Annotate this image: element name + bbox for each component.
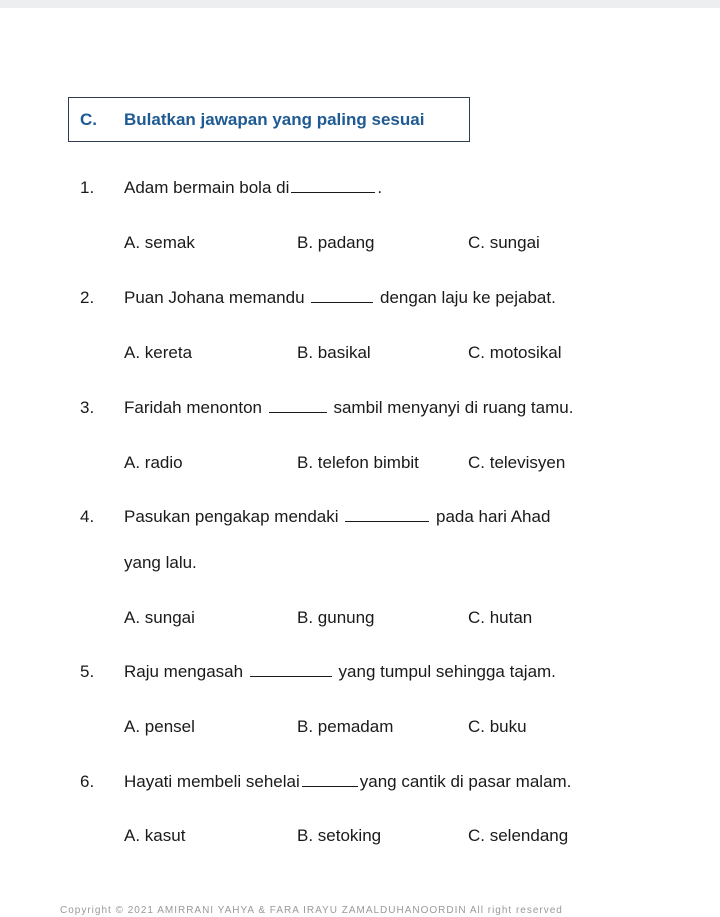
option-b[interactable]: B. telefon bimbit xyxy=(297,453,419,472)
answer-blank xyxy=(250,675,332,677)
option-a[interactable]: A. kasut xyxy=(124,826,186,845)
option-c[interactable]: C. sungai xyxy=(468,233,540,252)
question-text-after: pada hari Ahad xyxy=(436,507,551,526)
question-text-before: Puan Johana memandu xyxy=(124,288,305,307)
copyright-footer: Copyright © 2021 AMIRRANI YAHYA & FARA IRAYU ZAMALDUHANOORDIN All right reserved xyxy=(60,905,563,916)
answer-blank xyxy=(345,520,429,522)
question-text-before: Adam bermain bola di xyxy=(124,178,290,197)
question-text xyxy=(124,178,382,198)
question-text-after: . xyxy=(377,178,383,197)
option-b[interactable]: B. setoking xyxy=(297,826,382,845)
question-number: 1. xyxy=(80,178,95,197)
option-c[interactable]: C. televisyen xyxy=(468,453,566,472)
option-b[interactable]: B. gunung xyxy=(297,608,375,627)
question-text-before: Faridah menonton xyxy=(124,398,262,417)
question-text xyxy=(124,507,550,527)
option-c[interactable]: C. hutan xyxy=(468,608,533,627)
question-text xyxy=(124,398,573,418)
question-number: 4. xyxy=(80,507,95,526)
question-text-after: sambil menyanyi di ruang tamu. xyxy=(333,398,574,417)
option-a[interactable]: A. radio xyxy=(124,453,183,472)
option-c[interactable]: C. motosikal xyxy=(468,343,562,362)
question-text-after: yang tumpul sehingga tajam. xyxy=(338,662,556,681)
question-number: 6. xyxy=(80,772,95,791)
option-a[interactable]: A. sungai xyxy=(124,608,195,627)
question-number: 3. xyxy=(80,398,95,417)
section-letter: C. xyxy=(80,109,97,129)
option-a[interactable]: A. pensel xyxy=(124,717,195,736)
question-text-after: yang cantik di pasar malam. xyxy=(359,772,572,791)
question-text xyxy=(124,662,556,682)
option-c[interactable]: C. selendang xyxy=(468,826,569,845)
question-text-before: Hayati membeli sehelai xyxy=(124,772,300,791)
question-text xyxy=(124,772,571,792)
question-4-continuation: yang lalu. xyxy=(124,553,197,572)
answer-blank xyxy=(291,191,375,193)
answer-blank xyxy=(311,301,373,303)
question-text-after: dengan laju ke pejabat. xyxy=(380,288,556,307)
option-b[interactable]: B. pemadam xyxy=(297,717,394,736)
option-a[interactable]: A. kereta xyxy=(124,343,193,362)
answer-blank xyxy=(302,785,358,787)
question-text-before: Raju mengasah xyxy=(124,662,244,681)
question-number: 5. xyxy=(80,662,95,681)
option-b[interactable]: B. basikal xyxy=(297,343,371,362)
top-bar xyxy=(0,0,720,8)
option-b[interactable]: B. padang xyxy=(297,233,375,252)
question-text xyxy=(124,288,556,308)
section-title: Bulatkan jawapan yang paling sesuai xyxy=(124,109,425,129)
question-text-before: Pasukan pengakap mendaki xyxy=(124,507,339,526)
section-header xyxy=(68,97,470,142)
option-a[interactable]: A. semak xyxy=(124,233,195,252)
answer-blank xyxy=(269,411,327,413)
question-number: 2. xyxy=(80,288,95,307)
option-c[interactable]: C. buku xyxy=(468,717,527,736)
